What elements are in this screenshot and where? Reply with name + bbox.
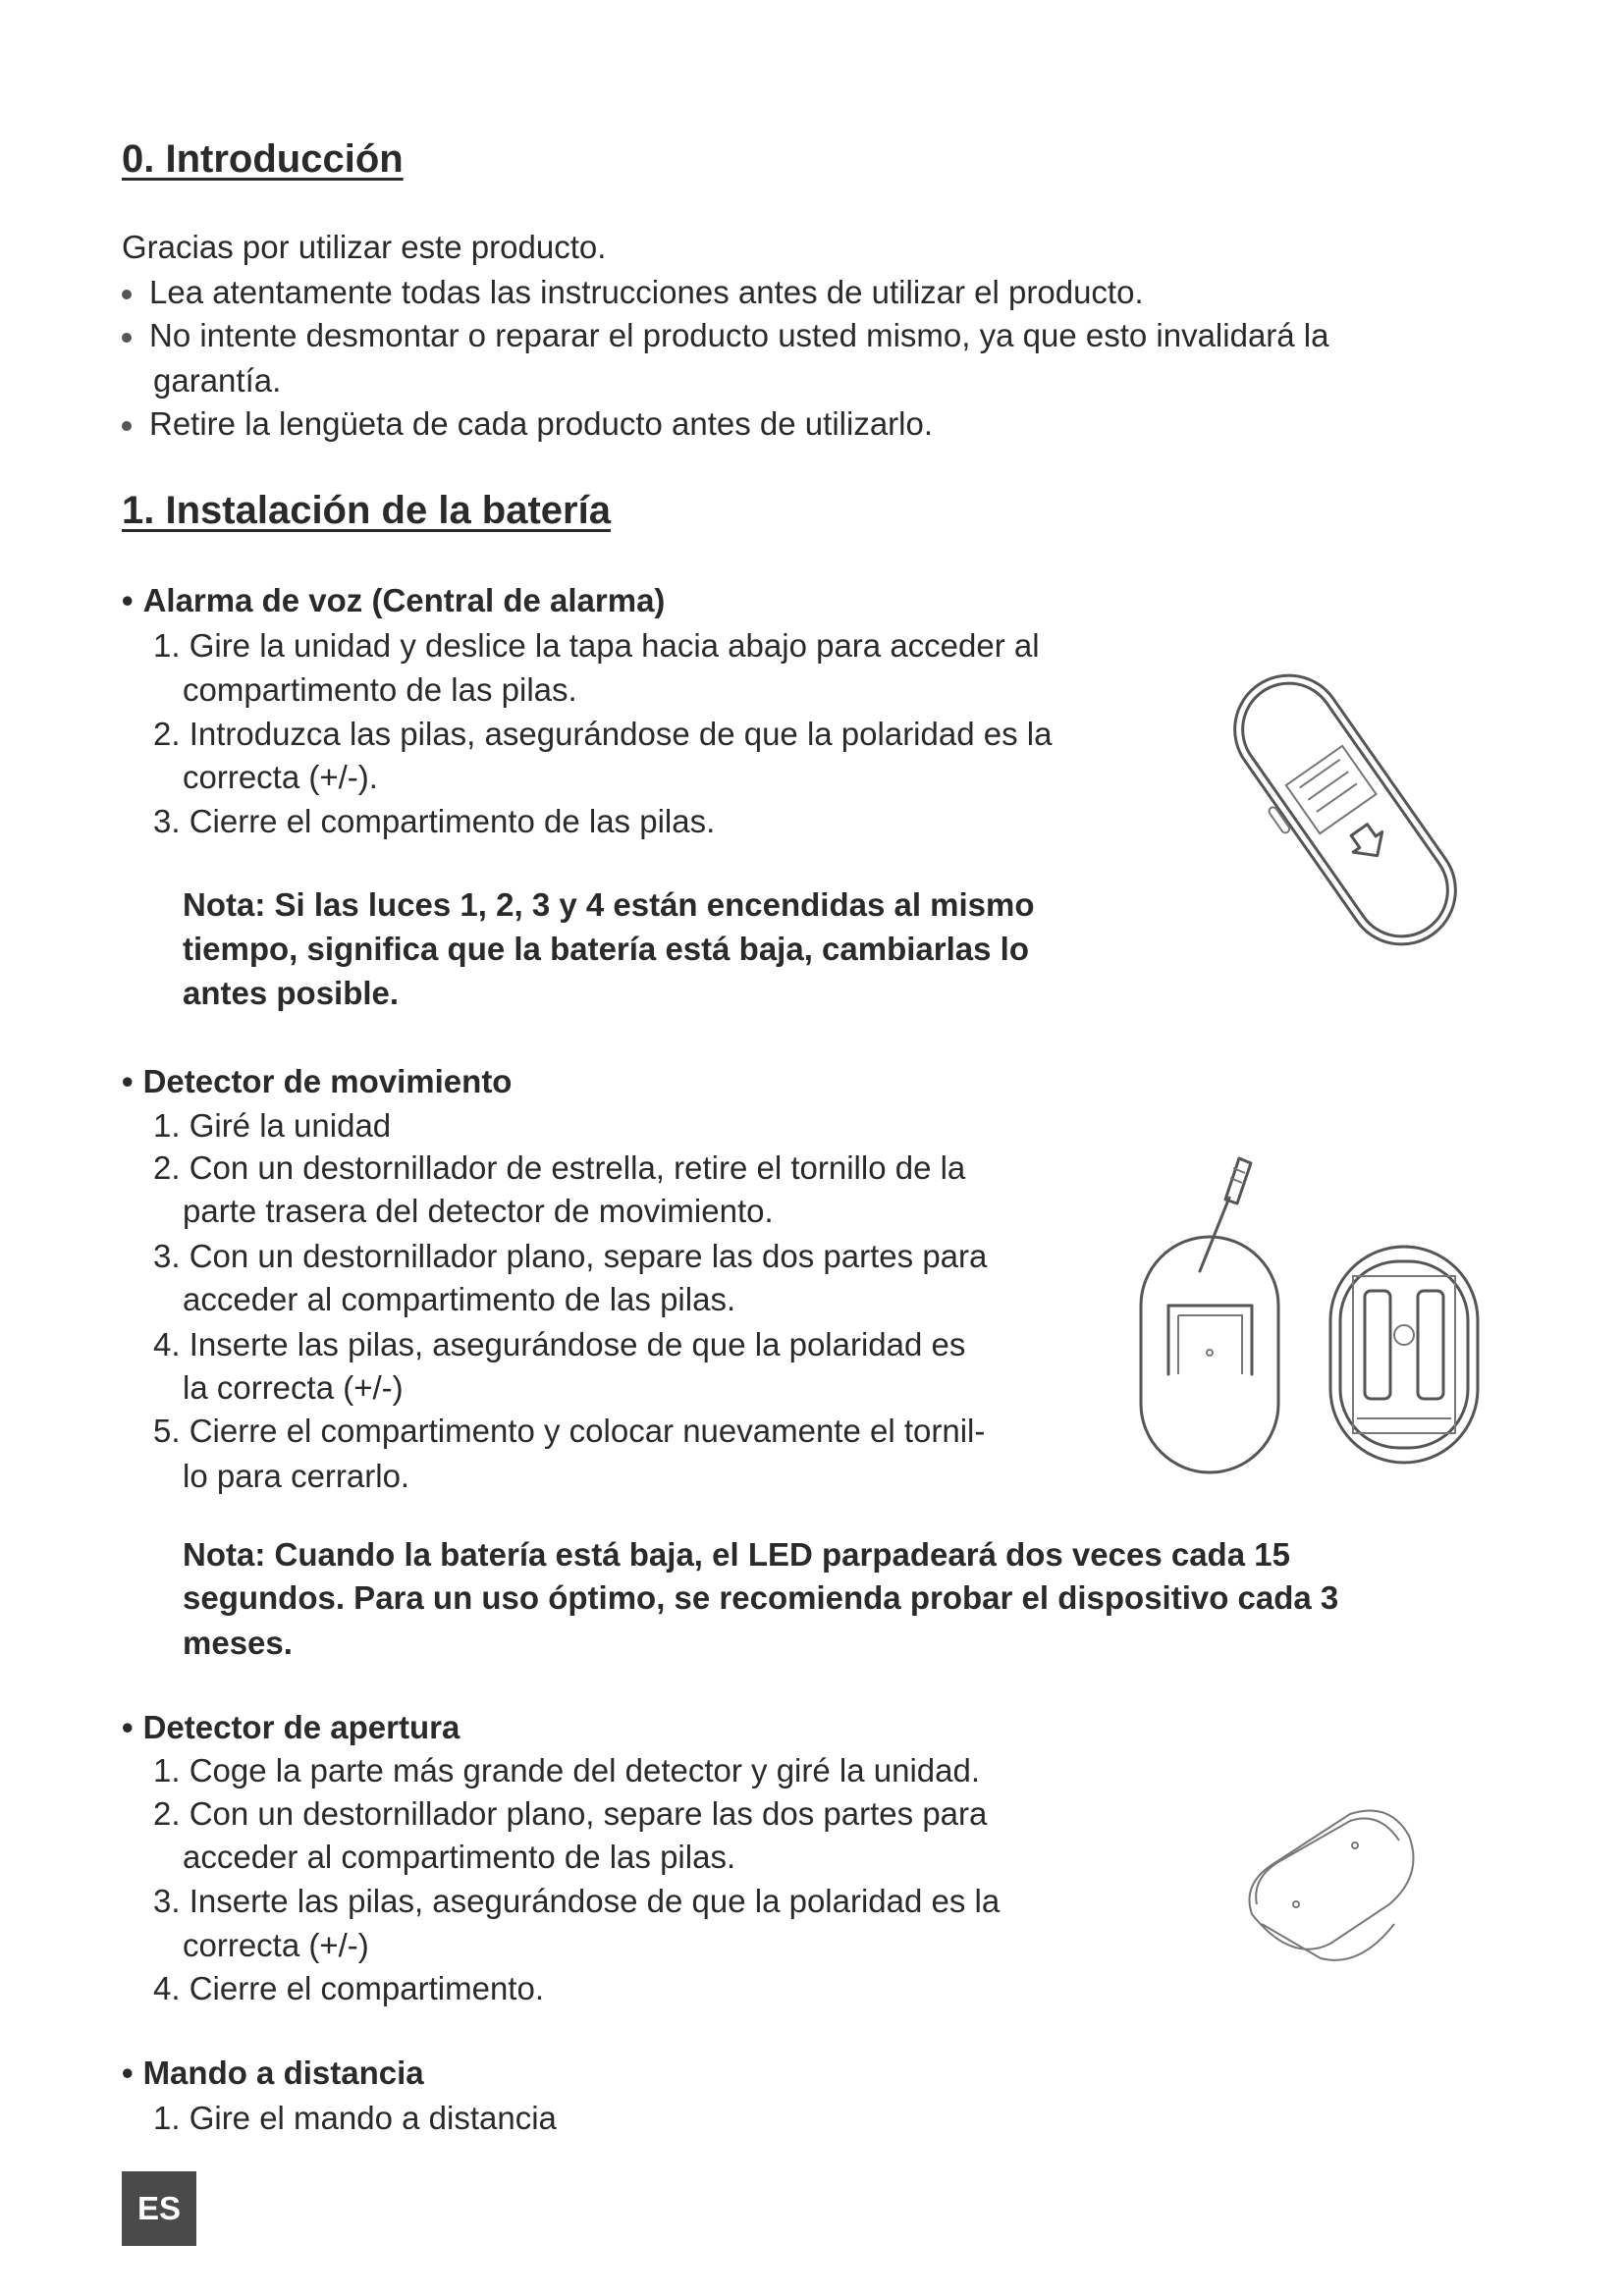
step-line: 3. Inserte las pilas, asegurándose de que la polaridad es la — [153, 1883, 1001, 1919]
note-line: tiempo, significa que la batería está baja, cambiarlas lo — [183, 931, 1029, 967]
note-line: Nota: Si las luces 1, 2, 3 y 4 están encendidas al mismo — [183, 886, 1035, 923]
step-line: parte trasera del detector de movimiento. — [183, 1193, 774, 1229]
step-line: 1. Coge la parte más grande del detector y giré la unidad. — [153, 1752, 981, 1789]
step-line: correcta (+/-). — [183, 759, 378, 795]
step-line: 2. Con un destornillador de estrella, retire el tornillo de la — [153, 1149, 966, 1186]
bullet-item: No intente desmontar o reparar el producto usted mismo, ya que esto invalidará la — [122, 314, 1329, 357]
subsection-heading-apertura: • Detector de apertura — [122, 1706, 460, 1749]
language-badge: ES — [122, 2171, 196, 2246]
step-line: acceder al compartimento de las pilas. — [183, 1839, 736, 1875]
bullet-item: Retire la lengüeta de cada producto antes de utilizarlo. — [122, 402, 933, 446]
section-0-title: 0. Introducción — [122, 137, 404, 181]
step-line: compartimento de las pilas. — [183, 671, 577, 708]
step-line: acceder al compartimento de las pilas. — [183, 1281, 736, 1317]
step-line: 4. Inserte las pilas, asegurándose de que la polaridad es — [153, 1326, 966, 1362]
step-line: 3. Con un destornillador plano, separe las dos partes para — [153, 1238, 988, 1274]
step-line: correcta (+/-) — [183, 1927, 369, 1963]
step-line: lo para cerrarlo. — [183, 1458, 410, 1494]
step-line: 1. Gire la unidad y deslice la tapa hacia abajo para acceder al — [153, 627, 1040, 664]
intro-text: Gracias por utilizar este producto. — [122, 229, 607, 265]
step-line: la correcta (+/-) — [183, 1369, 404, 1406]
bullet-icon — [122, 290, 132, 299]
subsection-heading-movimiento: • Detector de movimiento — [122, 1060, 512, 1103]
subsection-heading-mando: • Mando a distancia — [122, 2052, 424, 2095]
alarm-unit-illustration — [1198, 648, 1492, 972]
step-line: 4. Cierre el compartimento. — [153, 1970, 544, 2006]
step-line: 2. Con un destornillador plano, separe las dos partes para — [153, 1795, 988, 1832]
step-line: 3. Cierre el compartimento de las pilas. — [153, 803, 716, 839]
bullet-item: Lea atentamente todas las instrucciones antes de utilizar el producto. — [122, 271, 1144, 314]
bullet-icon — [122, 421, 132, 431]
bullet-icon — [122, 333, 132, 343]
note-line: antes posible. — [183, 975, 400, 1011]
step-line: 1. Giré la unidad — [153, 1107, 392, 1144]
step-line: 5. Cierre el compartimento y colocar nuevamente el tornil- — [153, 1413, 986, 1449]
subsection-heading-alarma: • Alarma de voz (Central de alarma) — [122, 579, 665, 622]
step-line: 1. Gire el mando a distancia — [153, 2100, 557, 2136]
motion-detector-illustration — [1129, 1139, 1492, 1482]
bullet-item-continuation: garantía. — [153, 362, 282, 399]
note-line: meses. — [183, 1625, 293, 1661]
note-line: segundos. Para un uso óptimo, se recomienda probar el dispositivo cada 3 — [183, 1579, 1339, 1616]
door-sensor-illustration — [1232, 1796, 1429, 1973]
step-line: 2. Introduzca las pilas, asegurándose de que la polaridad es la — [153, 716, 1053, 752]
section-1-title: 1. Instalación de la batería — [122, 489, 611, 532]
note-line: Nota: Cuando la batería está baja, el LED parpadeará dos veces cada 15 — [183, 1536, 1290, 1573]
